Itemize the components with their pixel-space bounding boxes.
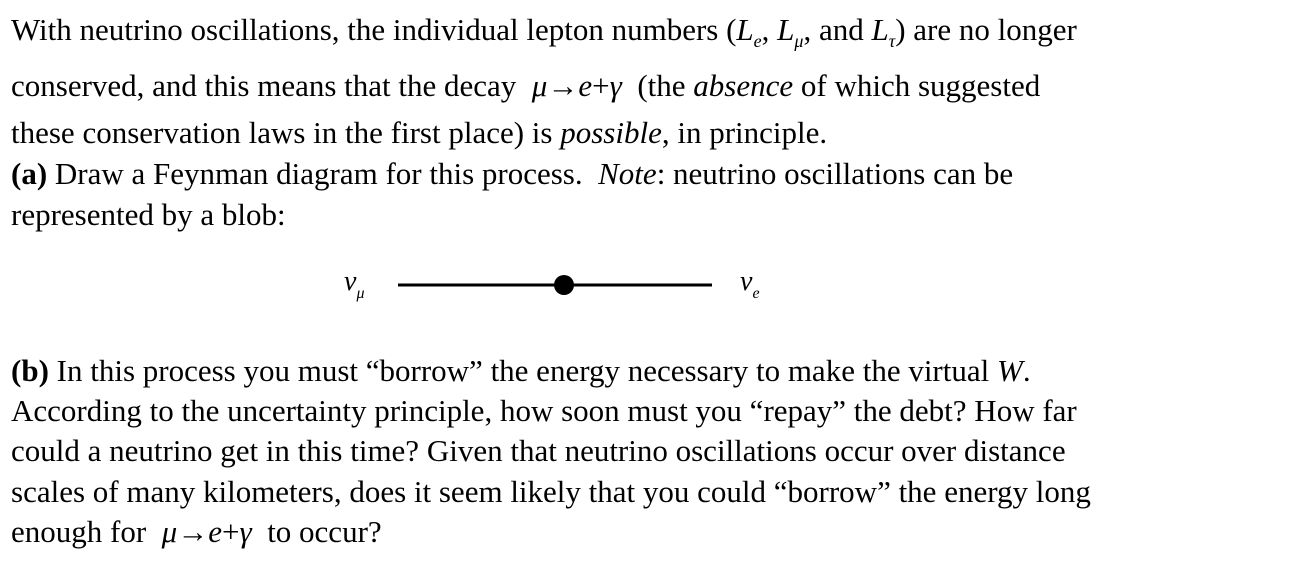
blob-diagram-svg (330, 258, 810, 314)
emphasis-absence: absence (693, 68, 794, 103)
lepton-number-tau: $L_\tau$ (871, 12, 896, 51)
para1-text: ) are no longer (895, 12, 1077, 47)
nu-e-label: $\nu_e$ (740, 266, 760, 302)
comma: , (761, 12, 770, 47)
part-b-line5 (11, 516, 382, 547)
para1-text: With neutrino oscillations, the individual lepton numbers ( (11, 12, 737, 47)
virtual-w: W (997, 353, 1023, 388)
oscillation-blob (554, 275, 574, 295)
decay-equation: μ→e+γ (531, 68, 622, 103)
note-label: Note (598, 156, 657, 191)
period: . (1022, 353, 1031, 388)
part-b-label: (b) (11, 353, 49, 388)
para1-text: these conservation laws in the first place) is (11, 115, 553, 150)
part-a-label: (a) (11, 156, 48, 191)
para1-line1 (11, 12, 1077, 51)
para1-text: of which suggested (800, 68, 1041, 103)
comma-and: , and (803, 12, 864, 47)
part-b-text: In this process you must “borrow” the energy necessary to make the virtual (56, 353, 990, 388)
part-a-text: represented by a blob: (11, 197, 286, 232)
part-b-text: could a neutrino get in this time? Given that neutrino oscillations occur over distance (11, 433, 1066, 468)
part-b-text: enough for (11, 514, 147, 549)
para1-text: , in principle. (661, 115, 828, 150)
part-b-line1 (11, 355, 1031, 386)
emphasis-possible: possible (560, 115, 662, 150)
para1-text: (the (637, 68, 686, 103)
part-b-line4 (11, 476, 1091, 507)
lepton-number-e: $L_e$ (736, 12, 762, 51)
part-b-line2 (11, 395, 1077, 426)
para1-text: conserved, and this means that the decay (11, 68, 517, 103)
part-b-text: scales of many kilometers, does it seem likely that you could “borrow” the energy long (11, 474, 1091, 509)
part-b-text: According to the uncertainty principle, how soon must you “repay” the debt? How far (11, 393, 1077, 428)
part-b-text: to occur? (267, 514, 382, 549)
para1-line3 (11, 117, 827, 148)
neutrino-oscillation-diagram (330, 258, 810, 314)
part-a-text: Draw a Feynman diagram for this process. (54, 156, 583, 191)
lepton-number-mu: $L_\mu$ (777, 12, 804, 51)
decay-equation: μ→e+γ (161, 514, 252, 549)
para1-line2 (11, 70, 1040, 101)
part-a-text: : neutrino oscillations can be (656, 156, 1014, 191)
part-a-line2 (11, 199, 286, 230)
part-a-line1 (11, 158, 1013, 189)
nu-mu-label: $\nu_\mu$ (344, 266, 365, 302)
part-b-line3 (11, 435, 1066, 466)
